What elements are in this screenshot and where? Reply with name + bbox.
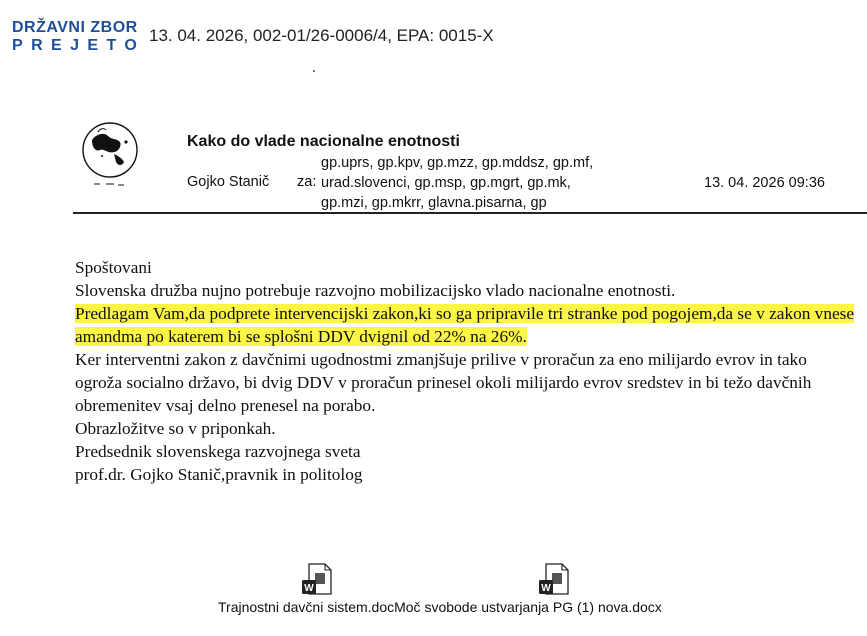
word-document-icon[interactable] bbox=[300, 562, 334, 596]
registration-number: 13. 04. 2026, 002-01/26-0006/4, EPA: 0015-X bbox=[149, 26, 494, 45]
attachment-labels bbox=[218, 599, 662, 615]
email-sender: Gojko Stanič bbox=[187, 174, 270, 190]
email-subject: Kako do vlade nacionalne enotnosti bbox=[187, 133, 460, 150]
highlighted-proposal: Predlagam Vam,da podprete intervencijski zakon,ki so ga pripravile tri stranke pod pogojem,da se v zakon vnese amandma po katerem bi se splošni DDV dvignil od 22% na 26%. bbox=[75, 304, 855, 346]
word-document-icon[interactable] bbox=[537, 562, 571, 596]
scan-speck bbox=[313, 70, 315, 72]
greeting: Spoštovani bbox=[75, 258, 152, 277]
recipient-line: gp.mzi, gp.mkrr, glavna.pisarna, gp bbox=[321, 195, 547, 211]
letter-body bbox=[75, 256, 855, 486]
paragraph-reasoning: Ker interventni zakon z davčnimi ugodnostmi zmanjšuje prilive v proračun za eno milijardo evrov in tako ogroža socialno državo, bi dvig DDV v proračun prinesel okoli milijardo evrov sredstev in bi težo davčnih obremenitev vsaj delno prenesel na porabo. bbox=[75, 350, 812, 415]
stamp-received: PREJETO bbox=[12, 37, 146, 54]
signature: prof.dr. Gojko Stanič,pravnik in politolog bbox=[75, 465, 363, 484]
email-date: 13. 04. 2026 09:36 bbox=[704, 175, 825, 191]
to-label: za: bbox=[297, 174, 317, 190]
paragraph-proposal bbox=[75, 302, 855, 348]
svg-text:W: W bbox=[304, 583, 314, 594]
recipient-line: urad.slovenci, gp.msp, gp.mgrt, gp.mk, bbox=[321, 175, 571, 191]
attachment-name[interactable]: Moč svobode ustvarjanja PG (1) nova.docx bbox=[394, 599, 662, 615]
recipient-line: gp.uprs, gp.kpv, gp.mzz, gp.mddsz, gp.mf, bbox=[321, 155, 594, 171]
header-divider bbox=[73, 212, 867, 214]
signer-title: Predsednik slovenskega razvojnega sveta bbox=[75, 442, 361, 461]
paragraph-attachments-note: Obrazložitve so v priponkah. bbox=[75, 419, 276, 438]
paragraph-intro: Slovenska družba nujno potrebuje razvojno mobilizacijsko vlado nacionalne enotnosti. bbox=[75, 281, 676, 300]
globe-logo-icon bbox=[78, 112, 146, 192]
svg-text:W: W bbox=[541, 583, 551, 594]
recipient-list bbox=[321, 153, 593, 213]
received-stamp bbox=[12, 20, 145, 54]
attachment-name[interactable]: Trajnostni davčni sistem.doc bbox=[218, 599, 395, 615]
stamp-institution: DRŽAVNI ZBOR bbox=[12, 19, 138, 36]
